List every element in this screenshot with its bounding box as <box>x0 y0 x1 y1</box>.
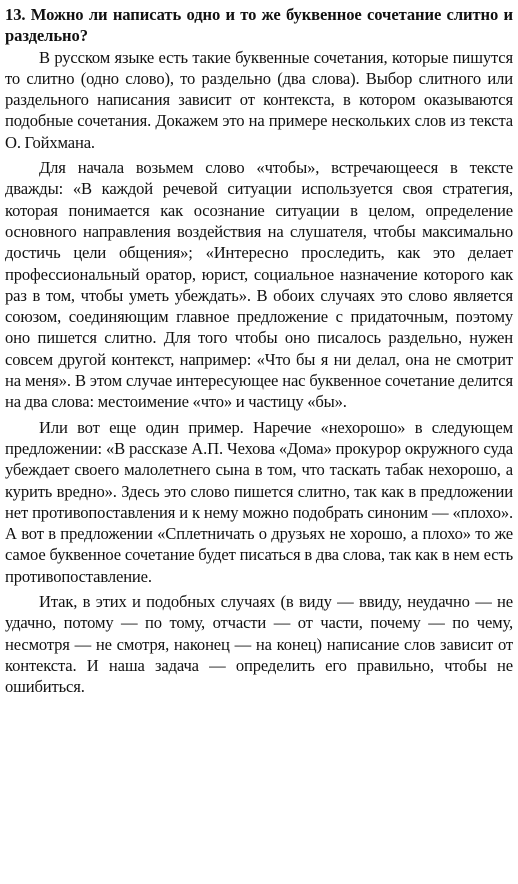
paragraph-2: Для начала возьмем слово «чтобы», встречающееся в тексте дважды: «В каждой речевой ситуации используется своя стратегия, которая понимается как осознание ситуации в целом, определение основного направления воздействия на слушателя, чтобы максимально достичь цели общения»; «Интересно проследить, как это делает профессиональный оратор, юрист, социальное назначение которого как раз в том, чтобы уметь убеждать». В обоих случаях это слово является союзом, соединяющим главное предложение с придаточным, поэтому оно пишется слитно. Для того чтобы оно писалось раздельно, нужен совсем другой контекст, например: «Что бы я ни делал, она не смотрит на меня». В этом случае интересующее нас буквенное сочетание делится на два слова: местоимение «что» и частицу «бы». <box>5 158 513 412</box>
paragraph-4: Итак, в этих и подобных случаях (в виду — ввиду, неудачно — не удачно, потому — по тому, отчасти — от части, почему — по чему, несмотря — не смотря, наконец — на конец) написание слов зависит от контекста. И наша задача — определить его правильно, чтобы не ошибиться. <box>5 592 513 697</box>
question-title: 13. Можно ли написать одно и то же буквенное сочетание слитно и раздельно? <box>5 5 513 46</box>
paragraph-3: Или вот еще один пример. Наречие «нехорошо» в следующем предложении: «В рассказе А.П. Чехова «Дома» прокурор окружного суда убеждает своего малолетнего сына в том, что таскать табак нехорошо, а курить вредно». Здесь это слово пишется слитно, так как в предложении нет противопоставления и к нему можно подобрать синоним — «плохо». А вот в предложении «Сплетничать о друзьях не хорошо, а плохо» то же самое буквенное сочетание будет писаться в два слова, так как в нем есть противопоставление. <box>5 417 513 586</box>
paragraph-1: В русском языке есть такие буквенные сочетания, которые пишутся то слитно (одно слово), то раздельно (два слова). Выбор слитного или раздельного написания зависит от контекста, в котором оказываются подобные сочетания. Докажем это на примере нескольких слов из текста О. Гойхмана. <box>5 47 513 152</box>
